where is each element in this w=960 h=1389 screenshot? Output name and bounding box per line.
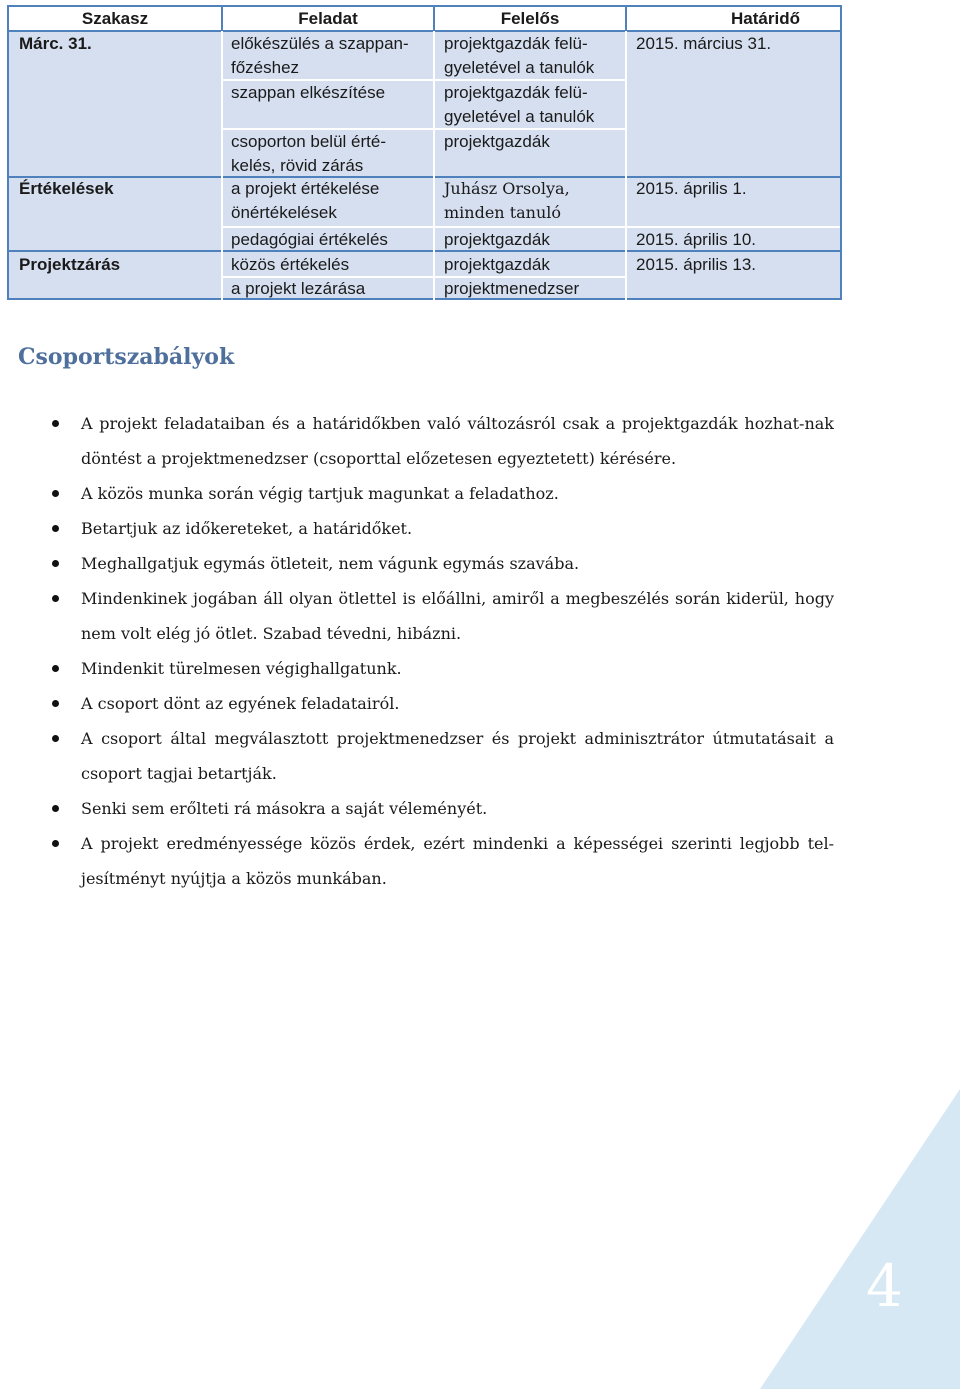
list-item: Mindenkinek jogában áll olyan ötlettel is előállni, amiről a megbeszélés során kiderül, hogy nem volt elég jó ötlet. Szabad tévedni, hibázni. bbox=[52, 581, 834, 651]
row-task: pedagógiai értékelés bbox=[231, 230, 388, 249]
bullet-icon bbox=[52, 805, 59, 812]
bullet-icon bbox=[52, 735, 59, 742]
header-task: Feladat bbox=[298, 9, 358, 28]
row-owner: projektgazdák bbox=[444, 255, 550, 274]
grid-line bbox=[433, 5, 435, 30]
bullet-icon bbox=[52, 420, 59, 427]
row-task: a projekt értékelése önértékelések bbox=[231, 179, 380, 222]
grid-line bbox=[221, 5, 223, 30]
grid-line bbox=[625, 5, 627, 30]
rules-list bbox=[52, 406, 834, 896]
page-number: 4 bbox=[866, 1252, 903, 1320]
header-deadline: Határidő bbox=[731, 9, 800, 28]
list-item: Meghallgatjuk egymás ötleteit, nem vágunk egymás szavába. bbox=[52, 546, 834, 581]
bullet-icon bbox=[52, 525, 59, 532]
list-item: Mindenkit türelmesen végighallgatunk. bbox=[52, 651, 834, 686]
list-item: A projekt eredményessége közös érdek, ezért mindenki a képességei szerinti legjobb tel-jesítményt nyújtja a közös munkában. bbox=[52, 826, 834, 896]
row-phase: Projektzárás bbox=[19, 255, 121, 274]
row-owner: projektgazdák bbox=[444, 132, 550, 151]
bullet-icon bbox=[52, 560, 59, 567]
row-task: előkészülés a szappan- főzéshez bbox=[231, 34, 409, 77]
row-owner: projektmenedzser bbox=[444, 279, 580, 298]
row-deadline: 2015. április 13. bbox=[636, 255, 757, 274]
header-phase: Szakasz bbox=[81, 9, 149, 28]
page-corner-decoration bbox=[760, 1089, 960, 1389]
row-deadline: 2015. március 31. bbox=[636, 34, 772, 53]
row-owner: Juhász Orsolya, minden tanuló bbox=[444, 179, 570, 222]
bullet-icon bbox=[52, 840, 59, 847]
list-item: A csoport dönt az egyének feladatairól. bbox=[52, 686, 834, 721]
row-phase: Márc. 31. bbox=[19, 34, 92, 53]
section-title: Csoportszabályok bbox=[18, 344, 235, 370]
list-item: A csoport által megválasztott projektmenedzser és projekt adminisztrátor útmutatásait a csoport tagjai betartják. bbox=[52, 721, 834, 791]
row-deadline: 2015. április 1. bbox=[636, 179, 747, 198]
row-owner: projektgazdák felü- gyeletével a tanulók bbox=[444, 34, 595, 77]
list-item: Betartjuk az időkereteket, a határidőket. bbox=[52, 511, 834, 546]
row-deadline: 2015. április 10. bbox=[636, 230, 757, 249]
row-task: szappan elkészítése bbox=[231, 83, 386, 102]
row-task: közös értékelés bbox=[231, 255, 350, 274]
bullet-icon bbox=[52, 665, 59, 672]
list-item: A közös munka során végig tartjuk magunkat a feladathoz. bbox=[52, 476, 834, 511]
header-owner: Felelős bbox=[500, 9, 560, 28]
row-phase: Értékelések bbox=[19, 179, 114, 198]
row-task: csoporton belül érté- kelés, rövid zárás bbox=[231, 132, 386, 175]
row-owner: projektgazdák bbox=[444, 230, 550, 249]
list-item: Senki sem erőlteti rá másokra a saját véleményét. bbox=[52, 791, 834, 826]
list-item: A projekt feladataiban és a határidőkben való változásról csak a projektgazdák hozhat-nak döntést a projektmenedzser (csoporttal előzetesen egyeztetett) kérésére. bbox=[52, 406, 834, 476]
row-owner: projektgazdák felü- gyeletével a tanulók bbox=[444, 83, 595, 126]
row-task: a projekt lezárása bbox=[231, 279, 366, 298]
bullet-icon bbox=[52, 595, 59, 602]
bullet-icon bbox=[52, 700, 59, 707]
bullet-icon bbox=[52, 490, 59, 497]
